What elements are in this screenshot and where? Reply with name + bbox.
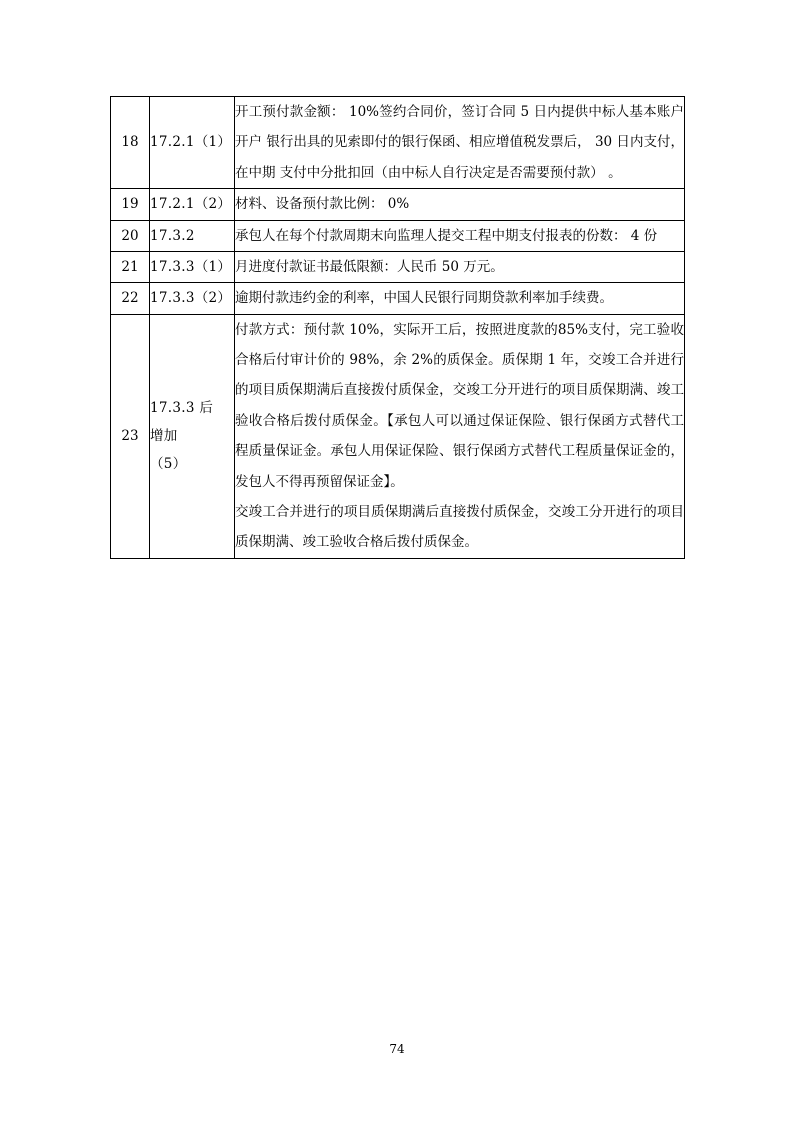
table-row [111,251,685,282]
contract-terms-table [110,96,685,559]
clause-line: 增加 [150,427,178,444]
clause-line: （5） [150,456,187,473]
row-clause-cell: 17.3.3（1） [150,251,235,282]
table-row [111,189,685,220]
content-paragraph: 付款方式：预付款 10%，实际开工后，按照进度款的85%支付，完工验收合格后付审计价的 98%，余 2%的质保金。质保期 1 年，交竣工合并进行的项目质保期满后直接拨付质保金，交竣工分开进行的项目质保期满、竣工验收合格后拨付质保金。【承包人可以通过保证保险、银行保函方式替代工程质量保证金。承包人用保证保险、银行保函方式替代工程质量保证金的，发包人不得再预留保证金】。 [235,321,684,490]
page-number: 74 [389,1042,405,1056]
table-row [111,314,685,558]
row-content-cell: 月进度付款证书最低限额：人民币 50 万元。 [235,251,685,282]
row-content-cell: 逾期付款违约金的利率，中国人民银行同期贷款利率加手续费。 [235,283,685,314]
row-clause-cell: 17.2.1（1） [150,97,235,189]
row-index-cell: 23 [111,314,150,558]
row-index-cell: 18 [111,97,150,189]
row-index-cell: 22 [111,283,150,314]
row-content-cell: 承包人在每个付款周期末向监理人提交工程中期支付报表的份数： 4 份 [235,220,685,251]
row-clause-cell [150,314,235,558]
row-content-cell [235,314,685,558]
row-index-cell: 19 [111,189,150,220]
row-content-cell: 开工预付款金额： 10%签约合同价，签订合同 5 日内提供中标人基本账户开户 银行出具的见索即付的银行保函、相应增值税发票后， 30 日内支付，在中期 支付中分批扣回（由中标人自行决定是否需要预付款） 。 [235,97,685,189]
row-index-cell: 21 [111,251,150,282]
row-clause-cell: 17.2.1（2） [150,189,235,220]
table-row [111,283,685,314]
row-clause-cell: 17.3.3（2） [150,283,235,314]
table-row [111,220,685,251]
row-content-cell: 材料、设备预付款比例： 0% [235,189,685,220]
table-row [111,97,685,189]
row-index-cell: 20 [111,220,150,251]
content-paragraph: 交竣工合并进行的项目质保期满后直接拨付质保金，交竣工分开进行的项目质保期满、竣工验收合格后拨付质保金。 [235,503,684,551]
clause-line: 17.3.3 后 [150,399,214,416]
row-clause-cell: 17.3.2 [150,220,235,251]
